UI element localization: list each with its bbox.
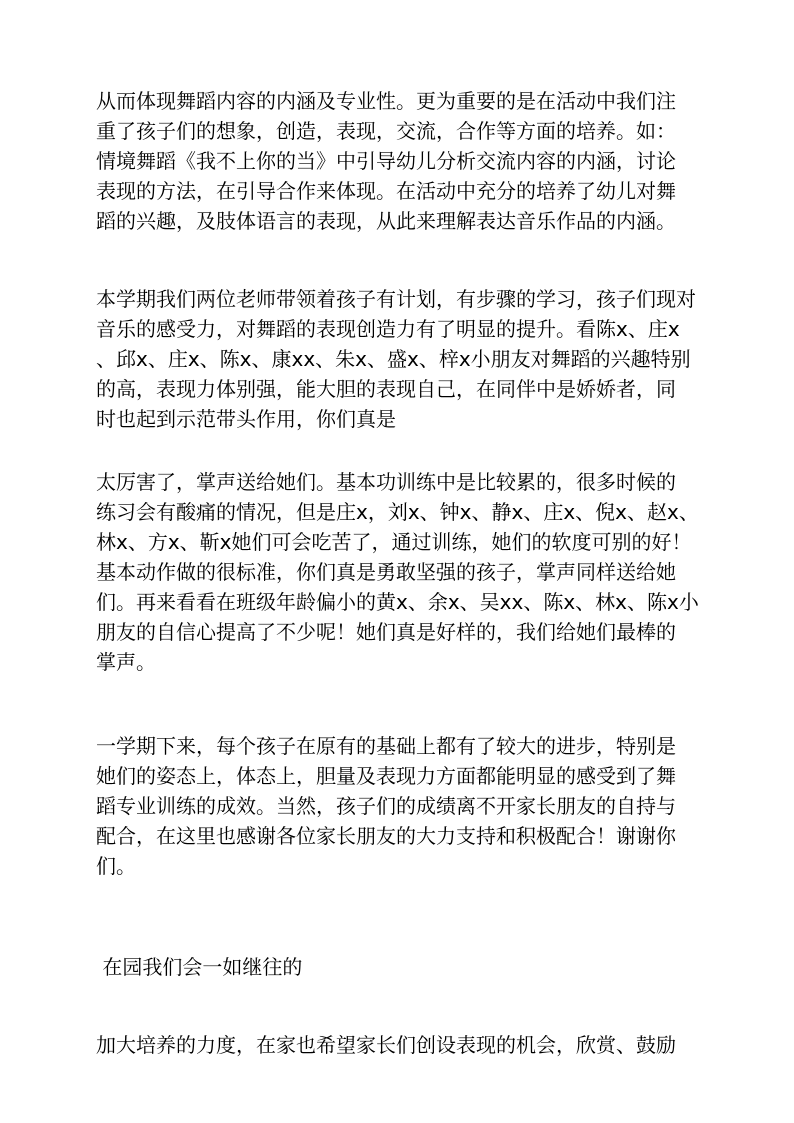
text-line: 们。 xyxy=(96,854,136,878)
text-line: 时也起到示范带头作用，你们真是 xyxy=(96,407,396,431)
text-line: 的高，表现力体别强，能大胆的表现自己，在同伴中是娇娇者，同 xyxy=(96,377,676,401)
text-line: 太厉害了，掌声送给她们。基本功训练中是比较累的，很多时候的 xyxy=(96,470,676,494)
text-line: 情境舞蹈《我不上你的当》中引导幼儿分析交流内容的内涵，讨论 xyxy=(96,149,676,173)
text-line: 们。再来看看在班级年龄偏小的黄x、余x、吴xx、陈x、林x、陈x小 xyxy=(96,590,699,614)
text-line: 她们的姿态上，体态上，胆量及表现力方面都能明显的感受到了舞 xyxy=(96,764,676,788)
text-line: 配合，在这里也感谢各位家长朋友的大力支持和积极配合！谢谢你 xyxy=(96,824,676,848)
text-line: 林x、方x、靳x她们可会吃苦了，通过训练，她们的软度可别的好！ xyxy=(96,530,692,554)
text-line: 基本动作做的很标准，你们真是勇敢坚强的孩子，掌声同样送给她 xyxy=(96,560,676,584)
paragraph-3 xyxy=(96,467,699,677)
text-line: 从而体现舞蹈内容的内涵及专业性。更为重要的是在活动中我们注 xyxy=(96,89,676,113)
text-line: 练习会有酸痛的情况，但是庄x，刘x、钟x、静x、庄x、倪x、赵x、 xyxy=(96,500,699,524)
text-line: 朋友的自信心提高了不少呢！她们真是好样的，我们给她们最棒的 xyxy=(96,620,676,644)
paragraph-1 xyxy=(96,86,696,236)
text-line: 加大培养的力度，在家也希望家长们创设表现的机会，欣赏、鼓励 xyxy=(96,1033,676,1057)
text-line: 音乐的感受力，对舞蹈的表现创造力有了明显的提升。看陈x、庄x xyxy=(96,317,680,341)
paragraph-5 xyxy=(96,904,696,1108)
text-line: 掌声。 xyxy=(96,650,156,674)
text-line: 一学期下来，每个孩子在原有的基础上都有了较大的进步，特别是 xyxy=(96,734,676,758)
paragraph-4 xyxy=(96,731,696,881)
text-line: 表现的方法，在引导合作来体现。在活动中充分的培养了幼儿对舞 xyxy=(96,179,676,203)
text-line: 蹈专业训练的成效。当然，孩子们的成绩离不开家长朋友的自持与 xyxy=(96,794,676,818)
paragraph-2 xyxy=(96,284,696,434)
text-line: 在园我们会一如继往的 xyxy=(96,955,303,979)
text-line: 蹈的兴趣，及肢体语言的表现，从此来理解表达音乐作品的内涵。 xyxy=(96,209,676,233)
text-line: 、邱x、庄x、陈x、康xx、朱x、盛x、梓x小朋友对舞蹈的兴趣特别 xyxy=(96,347,691,371)
text-line: 重了孩子们的想象，创造，表现，交流，合作等方面的培养。如： xyxy=(96,119,676,143)
text-line: 本学期我们两位老师带领着孩子有计划，有步骤的学习，孩子们现对 xyxy=(96,287,696,311)
